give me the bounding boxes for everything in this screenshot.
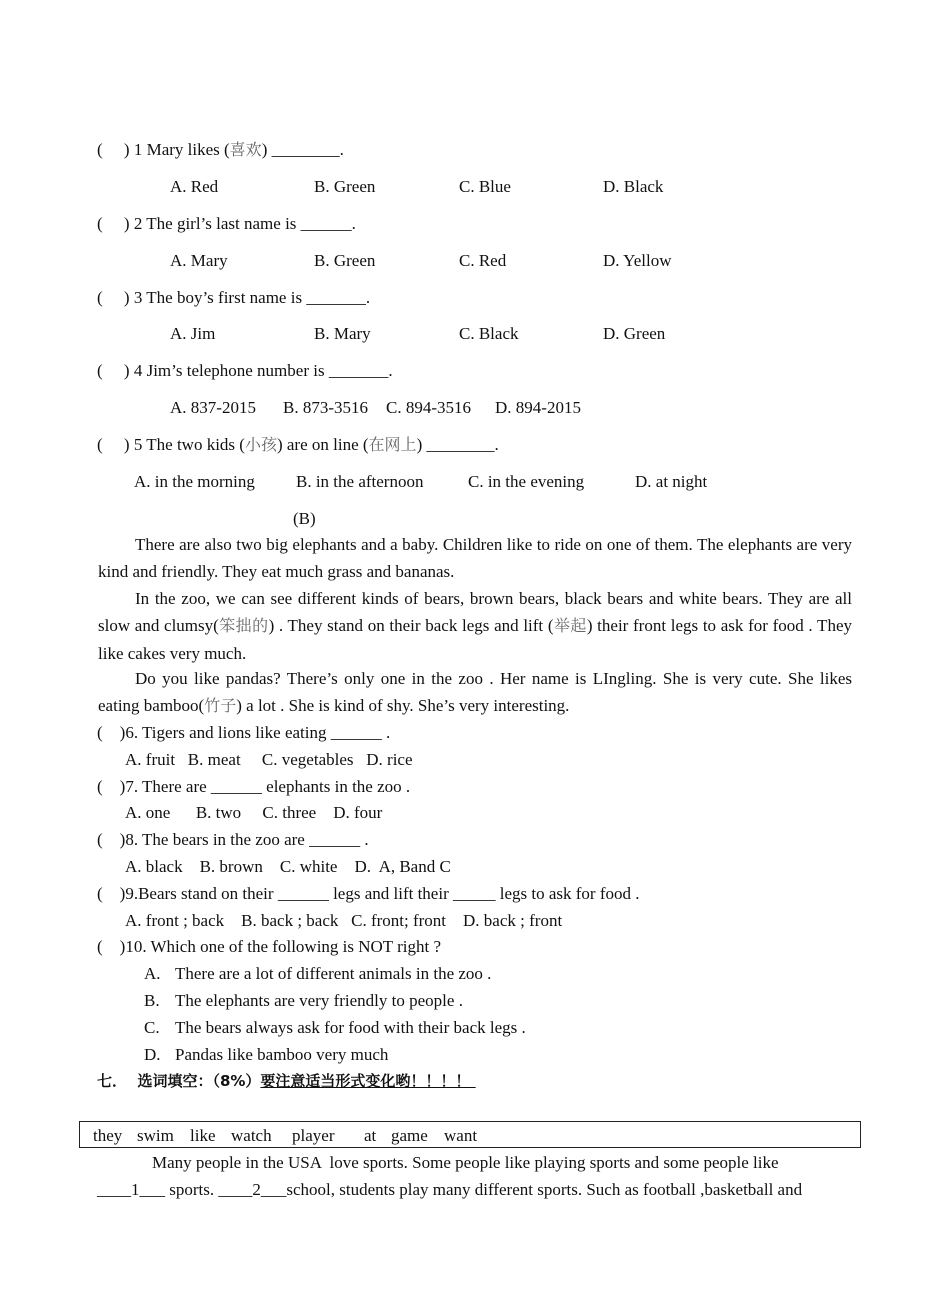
option-b: B. Green (314, 251, 376, 270)
option-a: A. in the morning (134, 472, 255, 491)
q10-option-d-letter: D. (144, 1045, 161, 1064)
question-stem: ( ) 4 Jim’s telephone number is _______. (97, 361, 393, 380)
option-d: D. Green (603, 324, 666, 343)
option-d: D. at night (635, 472, 708, 491)
option-b: B. Mary (314, 324, 371, 343)
q10-option-a-text: There are a lot of different animals in the zoo . (175, 964, 492, 983)
q10-option-d-text: Pandas like bamboo very much (175, 1045, 389, 1064)
question-10-stem: ( )10. Which one of the following is NOT right ? (97, 937, 442, 956)
option-d: D. Black (603, 177, 664, 196)
question-stem: ( ) 1 Mary likes (喜欢) ________. (97, 140, 344, 159)
option-c: C. Red (459, 251, 507, 270)
option-b: B. 873-3516 (283, 398, 368, 417)
option-c: C. 894-3516 (386, 398, 471, 417)
option-b: B. Green (314, 177, 376, 196)
word-bank-item: want (444, 1126, 478, 1145)
question-8-options: A. black B. brown C. white D. A, Band C (125, 857, 451, 876)
question-9-options: A. front ; back B. back ; back C. front; front D. back ; front (125, 911, 563, 930)
option-d: D. 894-2015 (495, 398, 581, 417)
option-c: C. Blue (459, 177, 511, 196)
cloze-line-1: Many people in the USA love sports. Some people like playing sports and some people like (152, 1153, 779, 1172)
word-bank-item: swim (137, 1126, 174, 1145)
q10-option-b-letter: B. (144, 991, 160, 1010)
question-stem: ( ) 3 The boy’s first name is _______. (97, 288, 371, 307)
q10-option-c-text: The bears always ask for food with their back legs . (175, 1018, 526, 1037)
option-a: A. 837-2015 (170, 398, 256, 417)
q10-option-b-text: The elephants are very friendly to people . (175, 991, 463, 1010)
word-bank-item: game (391, 1126, 428, 1145)
question-9-stem: ( )9.Bears stand on their ______ legs and lift their _____ legs to ask for food . (97, 884, 640, 903)
word-bank-item: at (364, 1126, 377, 1145)
cloze-line-2: ____1___ sports. ____2___school, students play many different sports. Such as football ,basketball and (97, 1180, 803, 1199)
passage-paragraph-1: There are also two big elephants and a baby. Children like to ride on one of them. The elephants are very kind and friendly. They eat much grass and bananas. (98, 535, 852, 581)
option-a: A. Mary (170, 251, 228, 270)
section-b-label: (B) (293, 509, 316, 528)
question-7-stem: ( )7. There are ______ elephants in the zoo . (97, 777, 411, 796)
passage-paragraph-3: Do you like pandas? There’s only one in the zoo . Her name is LIngling. She is very cute. She likes eating bamboo(竹子) a lot . She is kind of shy. She’s very interesting. (98, 669, 852, 715)
option-a: A. Red (170, 177, 219, 196)
passage-paragraph-2: In the zoo, we can see different kinds of bears, brown bears, black bears and white bears. They are all slow and clumsy(笨拙的) . They stand on their back legs and lift (举起) their front legs to ask for food . They like cakes very much. (98, 589, 852, 663)
option-d: D. Yellow (603, 251, 672, 270)
option-b: B. in the afternoon (296, 472, 424, 491)
question-6-options: A. fruit B. meat C. vegetables D. rice (125, 750, 413, 769)
question-7-options: A. one B. two C. three D. four (125, 803, 383, 822)
word-bank-item: like (190, 1126, 216, 1145)
word-bank-item: watch (231, 1126, 272, 1145)
q10-option-a-letter: A. (144, 964, 161, 983)
section-7-heading: 七． 选词填空：（8%）要注意适当形式变化哟！！！！ (97, 1072, 476, 1090)
word-bank-item: player (292, 1126, 335, 1145)
question-stem: ( ) 5 The two kids (小孩) are on line (在网上) ________. (97, 435, 499, 454)
question-stem: ( ) 2 The girl’s last name is ______. (97, 214, 356, 233)
option-a: A. Jim (170, 324, 216, 343)
option-c: C. in the evening (468, 472, 585, 491)
word-bank-box (79, 1121, 861, 1148)
word-bank-item: they (93, 1126, 123, 1145)
q10-option-c-letter: C. (144, 1018, 160, 1037)
question-6-stem: ( )6. Tigers and lions like eating ______ . (97, 723, 391, 742)
option-c: C. Black (459, 324, 519, 343)
question-8-stem: ( )8. The bears in the zoo are ______ . (97, 830, 369, 849)
